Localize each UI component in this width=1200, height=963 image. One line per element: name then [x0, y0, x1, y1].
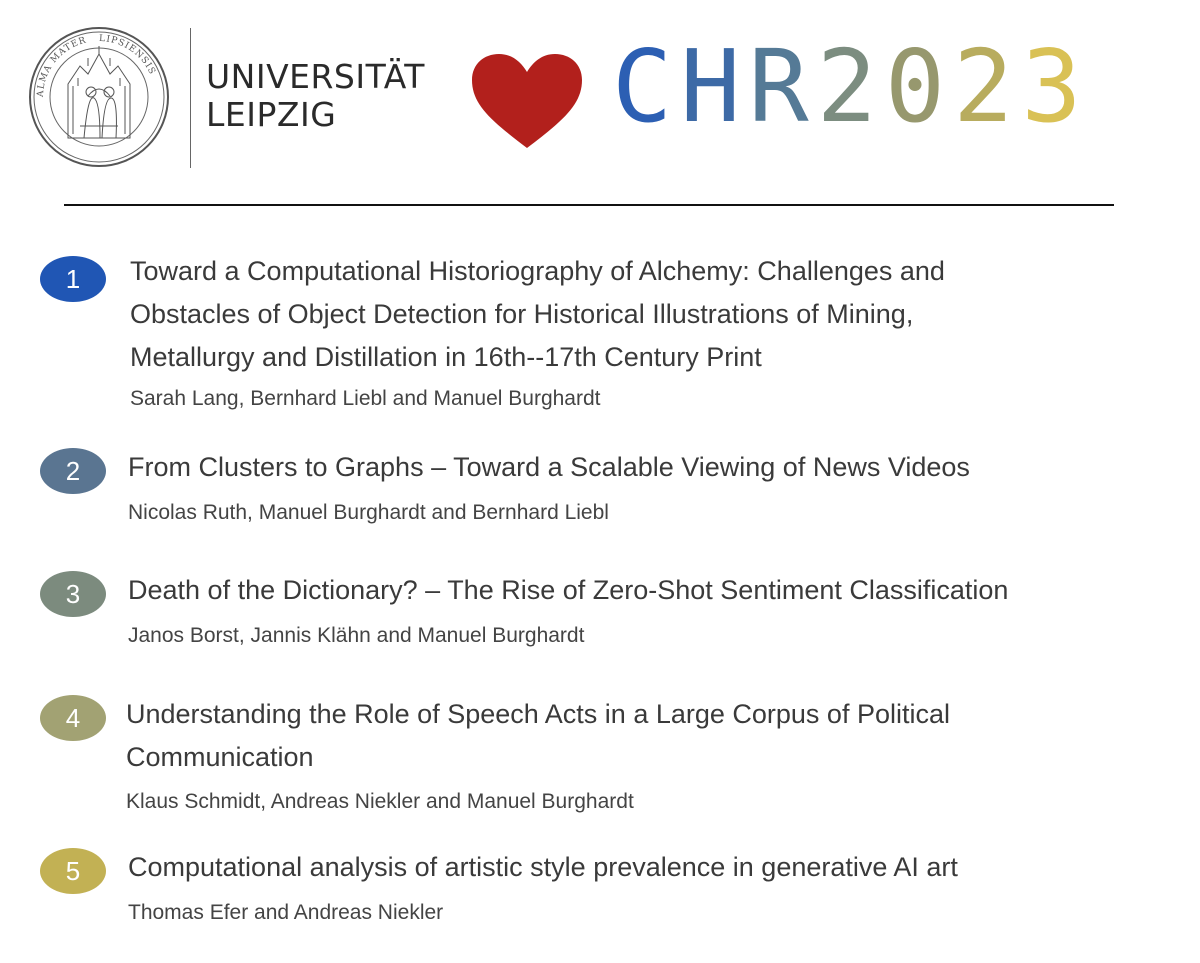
- paper-title-line: Communication: [126, 742, 314, 772]
- paper-title-line: From Clusters to Graphs – Toward a Scalable Viewing of News Videos: [128, 452, 970, 482]
- paper-title: [126, 693, 950, 779]
- paper-number-badge: 2: [40, 448, 106, 494]
- paper-authors: Klaus Schmidt, Andreas Niekler and Manuel Burghardt: [126, 790, 634, 813]
- paper-number-badge: 5: [40, 848, 106, 894]
- paper-title: [128, 569, 1008, 612]
- paper-number-badge: 1: [40, 256, 106, 302]
- university-name-line2: LEIPZIG: [206, 95, 337, 134]
- logo-divider: [190, 28, 191, 168]
- conference-logo-char: 0: [884, 28, 954, 145]
- paper-title-line: Metallurgy and Distillation in 16th--17th Century Print: [130, 342, 762, 372]
- paper-title-line: Computational analysis of artistic style prevalence in generative AI art: [128, 852, 958, 882]
- paper-authors: Nicolas Ruth, Manuel Burghardt and Bernhard Liebl: [128, 501, 609, 524]
- university-name-line1: UNIVERSITÄT: [206, 57, 425, 96]
- paper-title-line: Understanding the Role of Speech Acts in a Large Corpus of Political: [126, 699, 950, 729]
- paper-title: [128, 846, 958, 889]
- paper-number-badge: 3: [40, 571, 106, 617]
- paper-title-line: Death of the Dictionary? – The Rise of Zero-Shot Sentiment Classification: [128, 575, 1009, 605]
- paper-authors: Janos Borst, Jannis Klähn and Manuel Burghardt: [128, 624, 585, 647]
- paper-title: [130, 250, 945, 379]
- paper-number-badge: 4: [40, 695, 106, 741]
- seal-ring-text-right: LIPSIENSIS: [98, 33, 158, 77]
- paper-authors: Sarah Lang, Bernhard Liebl and Manuel Burghardt: [130, 387, 601, 410]
- paper-title-line: Obstacles of Object Detection for Historical Illustrations of Mining,: [130, 299, 914, 329]
- paper-authors: Thomas Efer and Andreas Niekler: [128, 901, 444, 924]
- paper-title-line: Toward a Computational Historiography of Alchemy: Challenges and: [130, 256, 945, 286]
- university-name: [206, 58, 425, 134]
- conference-logo-char: 2: [953, 28, 1022, 145]
- conference-logo-char: H: [680, 28, 749, 145]
- header: [0, 0, 1200, 200]
- heart-icon: [470, 52, 584, 152]
- conference-logo-char: 3: [1021, 28, 1090, 145]
- conference-logo-char: 2: [816, 28, 885, 145]
- conference-logo-char: R: [748, 28, 817, 145]
- conference-logo: [612, 28, 1090, 145]
- paper-title: [128, 446, 970, 489]
- seal-ring-text-left: ALMA MATER: [35, 35, 88, 98]
- header-separator: [64, 204, 1114, 206]
- university-seal-logo: [28, 26, 170, 168]
- conference-logo-char: C: [612, 28, 681, 145]
